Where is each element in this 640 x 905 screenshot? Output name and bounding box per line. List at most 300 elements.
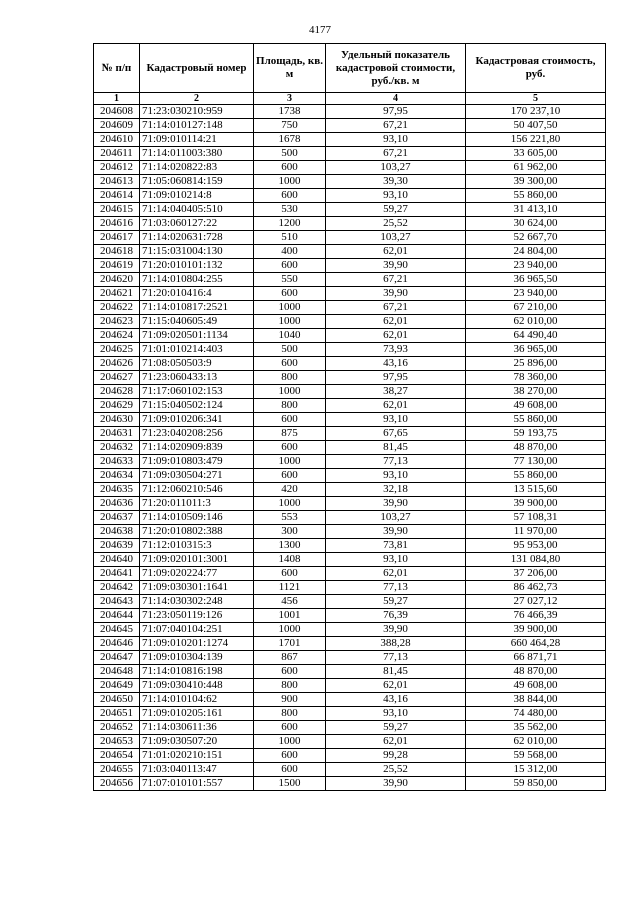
area-cell: 875 xyxy=(254,427,326,441)
area-cell: 1300 xyxy=(254,539,326,553)
cadastral-number-cell: 71:14:020822:83 xyxy=(140,161,254,175)
specific-indicator-cell: 38,27 xyxy=(326,385,466,399)
cadastral-number-cell: 71:09:010214:8 xyxy=(140,189,254,203)
cadastral-value-cell: 39 300,00 xyxy=(466,175,606,189)
cadastral-value-cell: 38 844,00 xyxy=(466,693,606,707)
row-number-cell: 204618 xyxy=(94,245,140,259)
area-cell: 600 xyxy=(254,413,326,427)
area-cell: 600 xyxy=(254,287,326,301)
cadastral-value-cell: 77 130,00 xyxy=(466,455,606,469)
table-row xyxy=(94,581,606,595)
cadastral-number-cell: 71:14:040405:510 xyxy=(140,203,254,217)
area-cell: 1408 xyxy=(254,553,326,567)
row-number-cell: 204635 xyxy=(94,483,140,497)
row-number-cell: 204655 xyxy=(94,763,140,777)
cadastral-number-cell: 71:20:010416:4 xyxy=(140,287,254,301)
table-row xyxy=(94,511,606,525)
row-number-cell: 204656 xyxy=(94,777,140,791)
table-row xyxy=(94,553,606,567)
table-row xyxy=(94,693,606,707)
cadastral-number-cell: 71:14:010104:62 xyxy=(140,693,254,707)
row-number-cell: 204637 xyxy=(94,511,140,525)
column-number: 4 xyxy=(326,93,466,105)
cadastral-value-cell: 38 270,00 xyxy=(466,385,606,399)
area-cell: 1000 xyxy=(254,315,326,329)
cadastral-number-cell: 71:09:030507:20 xyxy=(140,735,254,749)
cadastral-value-cell: 59 568,00 xyxy=(466,749,606,763)
table-row xyxy=(94,539,606,553)
row-number-cell: 204610 xyxy=(94,133,140,147)
table-row xyxy=(94,245,606,259)
area-cell: 550 xyxy=(254,273,326,287)
specific-indicator-cell: 62,01 xyxy=(326,315,466,329)
area-cell: 867 xyxy=(254,651,326,665)
cadastral-value-cell: 23 940,00 xyxy=(466,259,606,273)
table-row xyxy=(94,455,606,469)
table-row xyxy=(94,441,606,455)
cadastral-number-cell: 71:09:030301:1641 xyxy=(140,581,254,595)
area-cell: 800 xyxy=(254,399,326,413)
cadastral-value-cell: 31 413,10 xyxy=(466,203,606,217)
cadastral-value-cell: 48 870,00 xyxy=(466,665,606,679)
cadastral-value-cell: 39 900,00 xyxy=(466,623,606,637)
area-cell: 600 xyxy=(254,567,326,581)
column-number: 1 xyxy=(94,93,140,105)
cadastral-number-cell: 71:23:030210:959 xyxy=(140,105,254,119)
cadastral-number-cell: 71:14:030302:248 xyxy=(140,595,254,609)
cadastral-value-cell: 62 010,00 xyxy=(466,315,606,329)
row-number-cell: 204641 xyxy=(94,567,140,581)
cadastral-number-cell: 71:09:020101:3001 xyxy=(140,553,254,567)
specific-indicator-cell: 59,27 xyxy=(326,721,466,735)
row-number-cell: 204653 xyxy=(94,735,140,749)
table-row xyxy=(94,483,606,497)
cadastral-number-cell: 71:01:020210:151 xyxy=(140,749,254,763)
specific-indicator-cell: 67,21 xyxy=(326,273,466,287)
area-cell: 1678 xyxy=(254,133,326,147)
row-number-cell: 204651 xyxy=(94,707,140,721)
table-row xyxy=(94,595,606,609)
row-number-cell: 204624 xyxy=(94,329,140,343)
area-cell: 1121 xyxy=(254,581,326,595)
area-cell: 600 xyxy=(254,161,326,175)
area-cell: 500 xyxy=(254,343,326,357)
row-number-cell: 204627 xyxy=(94,371,140,385)
cadastral-value-cell: 59 850,00 xyxy=(466,777,606,791)
specific-indicator-cell: 99,28 xyxy=(326,749,466,763)
specific-indicator-cell: 93,10 xyxy=(326,133,466,147)
specific-indicator-cell: 67,21 xyxy=(326,119,466,133)
specific-indicator-cell: 39,90 xyxy=(326,497,466,511)
area-cell: 510 xyxy=(254,231,326,245)
row-number-cell: 204631 xyxy=(94,427,140,441)
table-row xyxy=(94,749,606,763)
cadastral-number-cell: 71:14:010127:148 xyxy=(140,119,254,133)
table-row xyxy=(94,105,606,119)
row-number-cell: 204638 xyxy=(94,525,140,539)
specific-indicator-cell: 97,95 xyxy=(326,371,466,385)
cadastral-value-cell: 59 193,75 xyxy=(466,427,606,441)
cadastral-value-cell: 36 965,00 xyxy=(466,343,606,357)
area-cell: 800 xyxy=(254,371,326,385)
row-number-cell: 204620 xyxy=(94,273,140,287)
specific-indicator-cell: 62,01 xyxy=(326,399,466,413)
cadastral-value-cell: 37 206,00 xyxy=(466,567,606,581)
table-row xyxy=(94,343,606,357)
cadastral-number-cell: 71:09:010201:1274 xyxy=(140,637,254,651)
table-row xyxy=(94,357,606,371)
cadastral-value-cell: 33 605,00 xyxy=(466,147,606,161)
specific-indicator-cell: 93,10 xyxy=(326,189,466,203)
specific-indicator-cell: 39,90 xyxy=(326,259,466,273)
row-number-cell: 204640 xyxy=(94,553,140,567)
cadastral-number-cell: 71:03:040113:47 xyxy=(140,763,254,777)
cadastral-number-cell: 71:03:060127:22 xyxy=(140,217,254,231)
cadastral-value-cell: 74 480,00 xyxy=(466,707,606,721)
cadastral-value-cell: 48 870,00 xyxy=(466,441,606,455)
table-row xyxy=(94,217,606,231)
table-row xyxy=(94,175,606,189)
specific-indicator-cell: 39,90 xyxy=(326,525,466,539)
cadastral-value-cell: 76 466,39 xyxy=(466,609,606,623)
cadastral-number-cell: 71:12:060210:546 xyxy=(140,483,254,497)
cadastral-value-cell: 55 860,00 xyxy=(466,413,606,427)
specific-indicator-cell: 73,93 xyxy=(326,343,466,357)
cadastral-value-cell: 61 962,00 xyxy=(466,161,606,175)
cadastral-value-cell: 131 084,80 xyxy=(466,553,606,567)
table-row xyxy=(94,637,606,651)
specific-indicator-cell: 59,27 xyxy=(326,595,466,609)
row-number-cell: 204644 xyxy=(94,609,140,623)
table-row xyxy=(94,385,606,399)
area-cell: 1000 xyxy=(254,385,326,399)
specific-indicator-cell: 59,27 xyxy=(326,203,466,217)
row-number-cell: 204639 xyxy=(94,539,140,553)
cadastral-number-cell: 71:23:050119:126 xyxy=(140,609,254,623)
table-row xyxy=(94,203,606,217)
cadastral-value-cell: 15 312,00 xyxy=(466,763,606,777)
specific-indicator-cell: 93,10 xyxy=(326,469,466,483)
cadastral-value-cell: 52 667,70 xyxy=(466,231,606,245)
area-cell: 750 xyxy=(254,119,326,133)
column-number: 2 xyxy=(140,93,254,105)
row-number-cell: 204612 xyxy=(94,161,140,175)
row-number-cell: 204622 xyxy=(94,301,140,315)
column-number: 3 xyxy=(254,93,326,105)
cadastral-number-cell: 71:23:040208:256 xyxy=(140,427,254,441)
cadastral-value-cell: 39 900,00 xyxy=(466,497,606,511)
row-number-cell: 204650 xyxy=(94,693,140,707)
table-row xyxy=(94,189,606,203)
area-cell: 600 xyxy=(254,189,326,203)
area-cell: 553 xyxy=(254,511,326,525)
table-row xyxy=(94,399,606,413)
specific-indicator-cell: 103,27 xyxy=(326,511,466,525)
cadastral-number-cell: 71:20:011011:3 xyxy=(140,497,254,511)
area-cell: 1200 xyxy=(254,217,326,231)
table-row xyxy=(94,623,606,637)
cadastral-number-cell: 71:14:010817:2521 xyxy=(140,301,254,315)
row-number-cell: 204646 xyxy=(94,637,140,651)
table-row xyxy=(94,259,606,273)
cadastral-value-cell: 49 608,00 xyxy=(466,679,606,693)
cadastral-number-cell: 71:09:010206:341 xyxy=(140,413,254,427)
row-number-cell: 204611 xyxy=(94,147,140,161)
table-row xyxy=(94,287,606,301)
specific-indicator-cell: 25,52 xyxy=(326,217,466,231)
cadastral-number-cell: 71:15:040605:49 xyxy=(140,315,254,329)
area-cell: 1001 xyxy=(254,609,326,623)
row-number-cell: 204654 xyxy=(94,749,140,763)
area-cell: 1000 xyxy=(254,735,326,749)
cadastral-number-cell: 71:07:040104:251 xyxy=(140,623,254,637)
specific-indicator-cell: 67,21 xyxy=(326,301,466,315)
cadastral-number-cell: 71:15:031004:130 xyxy=(140,245,254,259)
cadastral-number-cell: 71:14:011003:380 xyxy=(140,147,254,161)
specific-indicator-cell: 62,01 xyxy=(326,735,466,749)
table-row xyxy=(94,273,606,287)
cadastral-value-cell: 11 970,00 xyxy=(466,525,606,539)
row-number-cell: 204648 xyxy=(94,665,140,679)
cadastral-number-cell: 71:09:020501:1134 xyxy=(140,329,254,343)
row-number-cell: 204630 xyxy=(94,413,140,427)
cadastral-number-cell: 71:09:010205:161 xyxy=(140,707,254,721)
column-number: 5 xyxy=(466,93,606,105)
area-cell: 1000 xyxy=(254,455,326,469)
table-row xyxy=(94,427,606,441)
area-cell: 1040 xyxy=(254,329,326,343)
cadastral-value-cell: 25 896,00 xyxy=(466,357,606,371)
specific-indicator-cell: 103,27 xyxy=(326,231,466,245)
specific-indicator-cell: 32,18 xyxy=(326,483,466,497)
row-number-cell: 204609 xyxy=(94,119,140,133)
cadastral-value-cell: 30 624,00 xyxy=(466,217,606,231)
row-number-cell: 204629 xyxy=(94,399,140,413)
area-cell: 600 xyxy=(254,721,326,735)
table-row xyxy=(94,609,606,623)
specific-indicator-cell: 25,52 xyxy=(326,763,466,777)
specific-indicator-cell: 103,27 xyxy=(326,161,466,175)
cadastral-number-cell: 71:14:020631:728 xyxy=(140,231,254,245)
cadastral-value-cell: 57 108,31 xyxy=(466,511,606,525)
table-row xyxy=(94,721,606,735)
row-number-cell: 204643 xyxy=(94,595,140,609)
cadastral-value-cell: 49 608,00 xyxy=(466,399,606,413)
cadastral-value-cell: 95 953,00 xyxy=(466,539,606,553)
area-cell: 1000 xyxy=(254,497,326,511)
area-cell: 600 xyxy=(254,749,326,763)
area-cell: 600 xyxy=(254,469,326,483)
area-cell: 300 xyxy=(254,525,326,539)
row-number-cell: 204616 xyxy=(94,217,140,231)
table-header-row xyxy=(94,44,606,93)
area-cell: 800 xyxy=(254,679,326,693)
specific-indicator-cell: 93,10 xyxy=(326,553,466,567)
table-body xyxy=(94,105,606,791)
specific-indicator-cell: 39,30 xyxy=(326,175,466,189)
table-row xyxy=(94,763,606,777)
table-row xyxy=(94,665,606,679)
specific-indicator-cell: 43,16 xyxy=(326,357,466,371)
row-number-cell: 204608 xyxy=(94,105,140,119)
specific-indicator-cell: 93,10 xyxy=(326,413,466,427)
table-row xyxy=(94,119,606,133)
cadastral-value-cell: 156 221,80 xyxy=(466,133,606,147)
row-number-cell: 204649 xyxy=(94,679,140,693)
area-cell: 1500 xyxy=(254,777,326,791)
row-number-cell: 204614 xyxy=(94,189,140,203)
row-number-cell: 204621 xyxy=(94,287,140,301)
row-number-cell: 204634 xyxy=(94,469,140,483)
table-row xyxy=(94,525,606,539)
table-row xyxy=(94,147,606,161)
specific-indicator-cell: 93,10 xyxy=(326,707,466,721)
table-row xyxy=(94,567,606,581)
cadastral-value-cell: 64 490,40 xyxy=(466,329,606,343)
area-cell: 420 xyxy=(254,483,326,497)
header-specific-indicator: Удельный показатель кадастровой стоимости, руб./кв. м xyxy=(326,44,466,93)
table-row xyxy=(94,777,606,791)
specific-indicator-cell: 73,81 xyxy=(326,539,466,553)
table-row xyxy=(94,329,606,343)
column-number-row xyxy=(94,93,606,105)
specific-indicator-cell: 77,13 xyxy=(326,581,466,595)
row-number-cell: 204617 xyxy=(94,231,140,245)
row-number-cell: 204636 xyxy=(94,497,140,511)
table-row xyxy=(94,301,606,315)
row-number-cell: 204626 xyxy=(94,357,140,371)
cadastral-number-cell: 71:23:060433:13 xyxy=(140,371,254,385)
cadastral-number-cell: 71:14:010509:146 xyxy=(140,511,254,525)
area-cell: 1701 xyxy=(254,637,326,651)
specific-indicator-cell: 81,45 xyxy=(326,665,466,679)
row-number-cell: 204613 xyxy=(94,175,140,189)
area-cell: 1738 xyxy=(254,105,326,119)
cadastral-value-cell: 86 462,73 xyxy=(466,581,606,595)
cadastral-number-cell: 71:14:010804:255 xyxy=(140,273,254,287)
specific-indicator-cell: 67,65 xyxy=(326,427,466,441)
row-number-cell: 204645 xyxy=(94,623,140,637)
cadastral-value-cell: 55 860,00 xyxy=(466,469,606,483)
cadastral-number-cell: 71:12:010315:3 xyxy=(140,539,254,553)
cadastral-number-cell: 71:09:010803:479 xyxy=(140,455,254,469)
specific-indicator-cell: 39,90 xyxy=(326,287,466,301)
cadastral-value-cell: 35 562,00 xyxy=(466,721,606,735)
cadastral-value-cell: 66 871,71 xyxy=(466,651,606,665)
specific-indicator-cell: 77,13 xyxy=(326,651,466,665)
cadastral-number-cell: 71:07:010101:557 xyxy=(140,777,254,791)
cadastral-number-cell: 71:09:010114:21 xyxy=(140,133,254,147)
area-cell: 600 xyxy=(254,665,326,679)
specific-indicator-cell: 81,45 xyxy=(326,441,466,455)
table-row xyxy=(94,497,606,511)
cadastral-number-cell: 71:20:010802:388 xyxy=(140,525,254,539)
specific-indicator-cell: 77,13 xyxy=(326,455,466,469)
cadastral-number-cell: 71:14:020909:839 xyxy=(140,441,254,455)
cadastral-value-cell: 13 515,60 xyxy=(466,483,606,497)
cadastral-value-cell: 170 237,10 xyxy=(466,105,606,119)
header-row-number: № п/п xyxy=(94,44,140,93)
row-number-cell: 204647 xyxy=(94,651,140,665)
specific-indicator-cell: 62,01 xyxy=(326,245,466,259)
area-cell: 600 xyxy=(254,763,326,777)
table-row xyxy=(94,371,606,385)
area-cell: 600 xyxy=(254,357,326,371)
cadastral-number-cell: 71:14:010816:198 xyxy=(140,665,254,679)
specific-indicator-cell: 67,21 xyxy=(326,147,466,161)
area-cell: 1000 xyxy=(254,301,326,315)
cadastral-value-cell: 78 360,00 xyxy=(466,371,606,385)
table-row xyxy=(94,413,606,427)
area-cell: 1000 xyxy=(254,623,326,637)
table-row xyxy=(94,469,606,483)
cadastral-value-cell: 50 407,50 xyxy=(466,119,606,133)
cadastral-value-cell: 24 804,00 xyxy=(466,245,606,259)
row-number-cell: 204628 xyxy=(94,385,140,399)
cadastral-value-table xyxy=(93,43,606,791)
area-cell: 600 xyxy=(254,259,326,273)
row-number-cell: 204633 xyxy=(94,455,140,469)
cadastral-value-cell: 67 210,00 xyxy=(466,301,606,315)
area-cell: 1000 xyxy=(254,175,326,189)
cadastral-number-cell: 71:01:010214:403 xyxy=(140,343,254,357)
table-row xyxy=(94,231,606,245)
specific-indicator-cell: 39,90 xyxy=(326,777,466,791)
row-number-cell: 204625 xyxy=(94,343,140,357)
specific-indicator-cell: 97,95 xyxy=(326,105,466,119)
cadastral-number-cell: 71:05:060814:159 xyxy=(140,175,254,189)
specific-indicator-cell: 62,01 xyxy=(326,329,466,343)
cadastral-number-cell: 71:09:030410:448 xyxy=(140,679,254,693)
header-area: Площадь, кв. м xyxy=(254,44,326,93)
area-cell: 900 xyxy=(254,693,326,707)
table-row xyxy=(94,651,606,665)
area-cell: 400 xyxy=(254,245,326,259)
specific-indicator-cell: 43,16 xyxy=(326,693,466,707)
cadastral-number-cell: 71:08:050503:9 xyxy=(140,357,254,371)
row-number-cell: 204623 xyxy=(94,315,140,329)
area-cell: 800 xyxy=(254,707,326,721)
row-number-cell: 204642 xyxy=(94,581,140,595)
specific-indicator-cell: 62,01 xyxy=(326,567,466,581)
area-cell: 500 xyxy=(254,147,326,161)
cadastral-number-cell: 71:15:040502:124 xyxy=(140,399,254,413)
cadastral-number-cell: 71:20:010101:132 xyxy=(140,259,254,273)
table-row xyxy=(94,679,606,693)
cadastral-number-cell: 71:17:060102:153 xyxy=(140,385,254,399)
page-number: 4177 xyxy=(309,24,331,36)
cadastral-number-cell: 71:09:010304:139 xyxy=(140,651,254,665)
row-number-cell: 204615 xyxy=(94,203,140,217)
cadastral-value-cell: 62 010,00 xyxy=(466,735,606,749)
specific-indicator-cell: 62,01 xyxy=(326,679,466,693)
row-number-cell: 204632 xyxy=(94,441,140,455)
cadastral-value-cell: 23 940,00 xyxy=(466,287,606,301)
table-row xyxy=(94,133,606,147)
cadastral-number-cell: 71:14:030611:36 xyxy=(140,721,254,735)
header-cadastral-number: Кадастровый номер xyxy=(140,44,254,93)
specific-indicator-cell: 388,28 xyxy=(326,637,466,651)
row-number-cell: 204652 xyxy=(94,721,140,735)
area-cell: 530 xyxy=(254,203,326,217)
table-row xyxy=(94,707,606,721)
table-row xyxy=(94,161,606,175)
area-cell: 456 xyxy=(254,595,326,609)
specific-indicator-cell: 76,39 xyxy=(326,609,466,623)
cadastral-value-cell: 36 965,50 xyxy=(466,273,606,287)
cadastral-value-cell: 55 860,00 xyxy=(466,189,606,203)
cadastral-value-cell: 660 464,28 xyxy=(466,637,606,651)
